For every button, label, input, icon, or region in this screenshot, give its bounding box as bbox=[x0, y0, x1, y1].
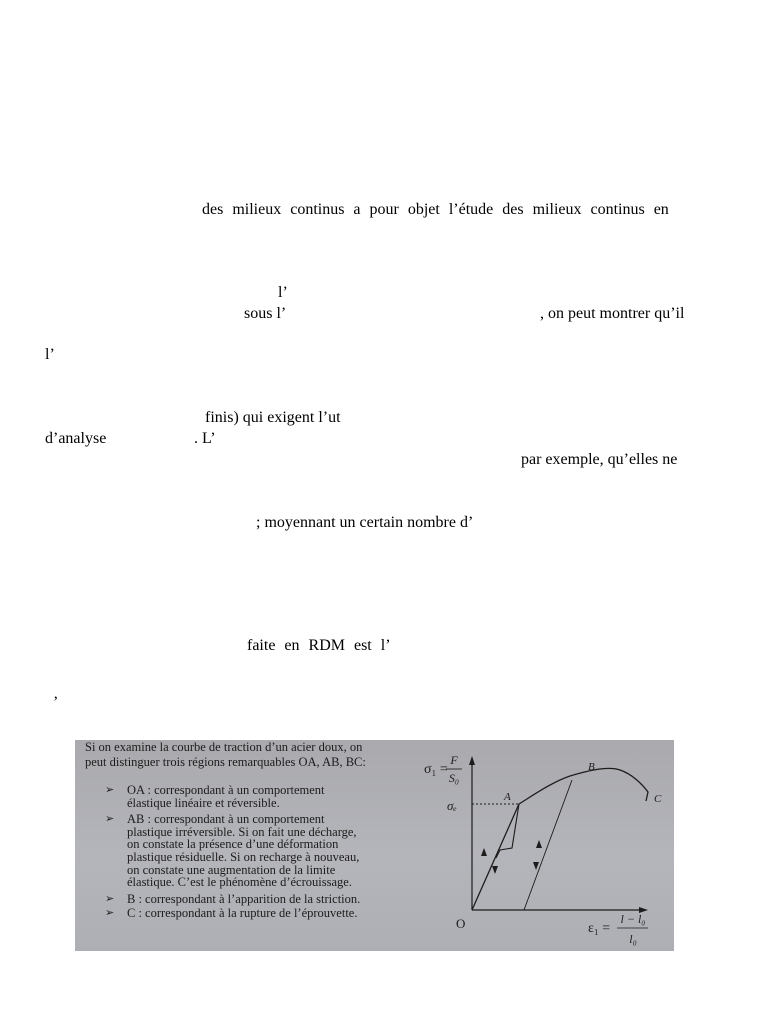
text-fragment: . L’ bbox=[194, 430, 216, 447]
text-fragment: , on peut montrer qu’il bbox=[540, 305, 685, 322]
figure-intro-line: peut distinguer trois régions remarquables OA, AB, BC: bbox=[85, 755, 366, 769]
list-item-line: AB : correspondant à un comportement bbox=[127, 812, 325, 827]
list-item-line: élastique linéaire et réversible. bbox=[127, 795, 280, 810]
unloading-arrow-icon bbox=[533, 862, 539, 870]
list-item-line: plastique résiduelle. Si on recharge à nouveau, bbox=[127, 849, 360, 864]
text-fragment: d’analyse bbox=[45, 430, 107, 447]
epsilon-denominator: l₀ bbox=[629, 932, 637, 946]
unloading-arrow-icon bbox=[492, 866, 498, 874]
text-fragment: ’ bbox=[53, 694, 59, 711]
regions-list bbox=[105, 784, 405, 922]
reloading-arrow-icon bbox=[536, 840, 542, 848]
sigma-numerator: F bbox=[450, 753, 458, 767]
text-fragment: ; moyennant un certain nombre d’ bbox=[256, 514, 474, 531]
text-fragment: finis) qui exigent l’ut bbox=[205, 409, 341, 426]
list-item-line: on constate la présence d’une déformation bbox=[127, 837, 339, 852]
arrow-bullet-icon: ➢ bbox=[105, 813, 115, 826]
point-b-label: B bbox=[588, 761, 595, 773]
list-item-line: C : correspondant à la rupture de l’éprouvette. bbox=[127, 906, 358, 921]
text-fragment: l’ bbox=[45, 346, 55, 363]
list-item-line: élastique. C’est le phénomène d’écrouissage. bbox=[127, 875, 352, 890]
text-fragment: des milieux continus a pour objet l’étude des milieux continus en bbox=[202, 201, 669, 218]
list-item bbox=[105, 907, 405, 920]
arrow-bullet-icon: ➢ bbox=[105, 892, 115, 905]
text-fragment: par exemple, qu’elles ne bbox=[521, 451, 678, 468]
list-item-line: OA : correspondant à un comportement bbox=[127, 783, 325, 797]
text-fragment: sous l’ bbox=[244, 305, 287, 322]
text-fragment: l’ bbox=[278, 284, 288, 301]
figure-intro-line: Si on examine la courbe de traction d’un acier doux, on bbox=[85, 740, 363, 754]
epsilon-label: ε₁ = bbox=[588, 921, 611, 936]
tensile-curve bbox=[472, 768, 648, 910]
list-item bbox=[105, 813, 405, 889]
arrow-bullet-icon: ➢ bbox=[105, 784, 115, 796]
list-item-line: on constate une augmentation de la limite bbox=[127, 862, 336, 877]
sigma-denominator: S₀ bbox=[448, 771, 460, 785]
loading-arrow-icon bbox=[481, 848, 487, 856]
list-item bbox=[105, 784, 405, 809]
arrow-bullet-icon: ➢ bbox=[105, 907, 115, 920]
epsilon-numerator: l − l₀ bbox=[620, 912, 646, 926]
point-a-label: A bbox=[504, 791, 511, 803]
list-item-line: plastique irréversible. Si on fait une décharge, bbox=[127, 824, 357, 839]
sigma-e-label: σₑ bbox=[447, 798, 457, 813]
sigma-label: σ₁ = bbox=[424, 762, 448, 777]
text-fragment: faite en RDM est l’ bbox=[247, 637, 391, 654]
stress-strain-graph bbox=[420, 740, 674, 951]
y-axis-arrow-icon bbox=[469, 756, 475, 765]
point-c-label: C bbox=[654, 793, 662, 805]
list-item bbox=[105, 893, 405, 906]
origin-label: O bbox=[456, 916, 466, 931]
list-item-line: B : correspondant à l’apparition de la striction. bbox=[127, 891, 361, 906]
tensile-curve-figure bbox=[75, 740, 674, 951]
